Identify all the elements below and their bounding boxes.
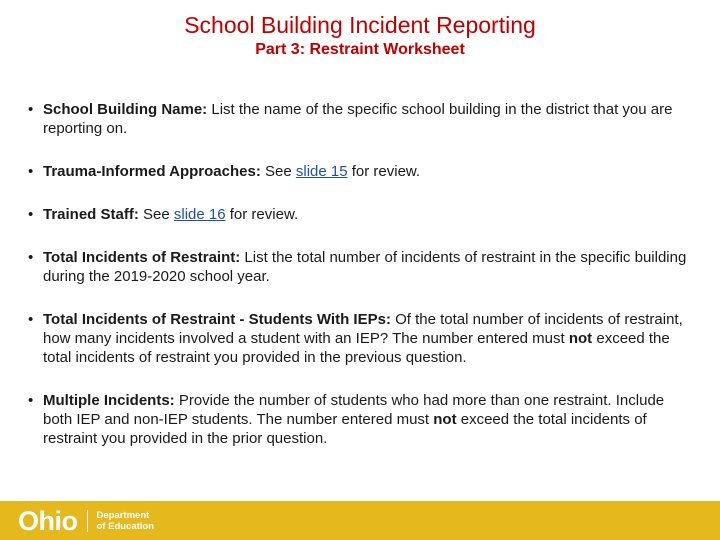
bullet-list [24, 100, 696, 472]
list-item [24, 162, 696, 181]
bullet-label: Total Incidents of Restraint: [43, 249, 241, 266]
bullet-text: exceed the total incidents of restraint you provided in the prior question. [43, 411, 647, 447]
bullet-label: Trauma-Informed Approaches: [43, 163, 261, 180]
slide-15-link[interactable]: slide 15 [295, 163, 348, 180]
page-title: School Building Incident Reporting [184, 12, 536, 38]
logo-wordmark: Ohio [18, 506, 78, 536]
bullet-text: See [260, 163, 296, 180]
list-item [24, 100, 696, 138]
bullet-text: for review. [225, 206, 299, 223]
bullet-text: exceed the total incidents of restraint you provided in the previous question. [43, 330, 670, 366]
bullet-text: See [138, 206, 174, 223]
page-subtitle: Part 3: Restraint Worksheet [255, 41, 465, 58]
emphasis-not: not [568, 330, 593, 347]
dept-line-2: of Education [96, 521, 155, 532]
bullet-label: School Building Name: [43, 101, 208, 118]
dept-line-1: Department [96, 510, 150, 521]
bullet-text: List the total number of incidents of restraint in the specific building during the 2019-2020 school year. [43, 249, 687, 285]
ohio-department-of-education-logo [18, 507, 154, 535]
bullet-label: Total Incidents of Restraint - Students With IEPs: [43, 311, 391, 328]
emphasis-not: not [433, 411, 457, 428]
bullet-text: Provide the number of students who had more than one restraint. Include both IEP and non-IEP students. The number entered must [43, 392, 665, 428]
bullet-text: Of the total number of incidents of restraint, how many incidents involved a student with an IEP? The number entered must [43, 311, 683, 347]
logo-department-text [97, 510, 155, 532]
bullet-label: Multiple Incidents: [43, 392, 175, 409]
list-item [24, 310, 696, 367]
bullet-text: List the name of the specific school building in the district that you are reporting on. [43, 101, 673, 137]
bullet-text: for review. [347, 163, 421, 180]
slide-16-link[interactable]: slide 16 [173, 206, 226, 223]
list-item [24, 205, 696, 224]
footer-bar [0, 501, 720, 540]
list-item [24, 391, 696, 448]
list-item [24, 248, 696, 286]
logo-divider [87, 510, 88, 532]
bullet-label: Trained Staff: [43, 206, 139, 223]
